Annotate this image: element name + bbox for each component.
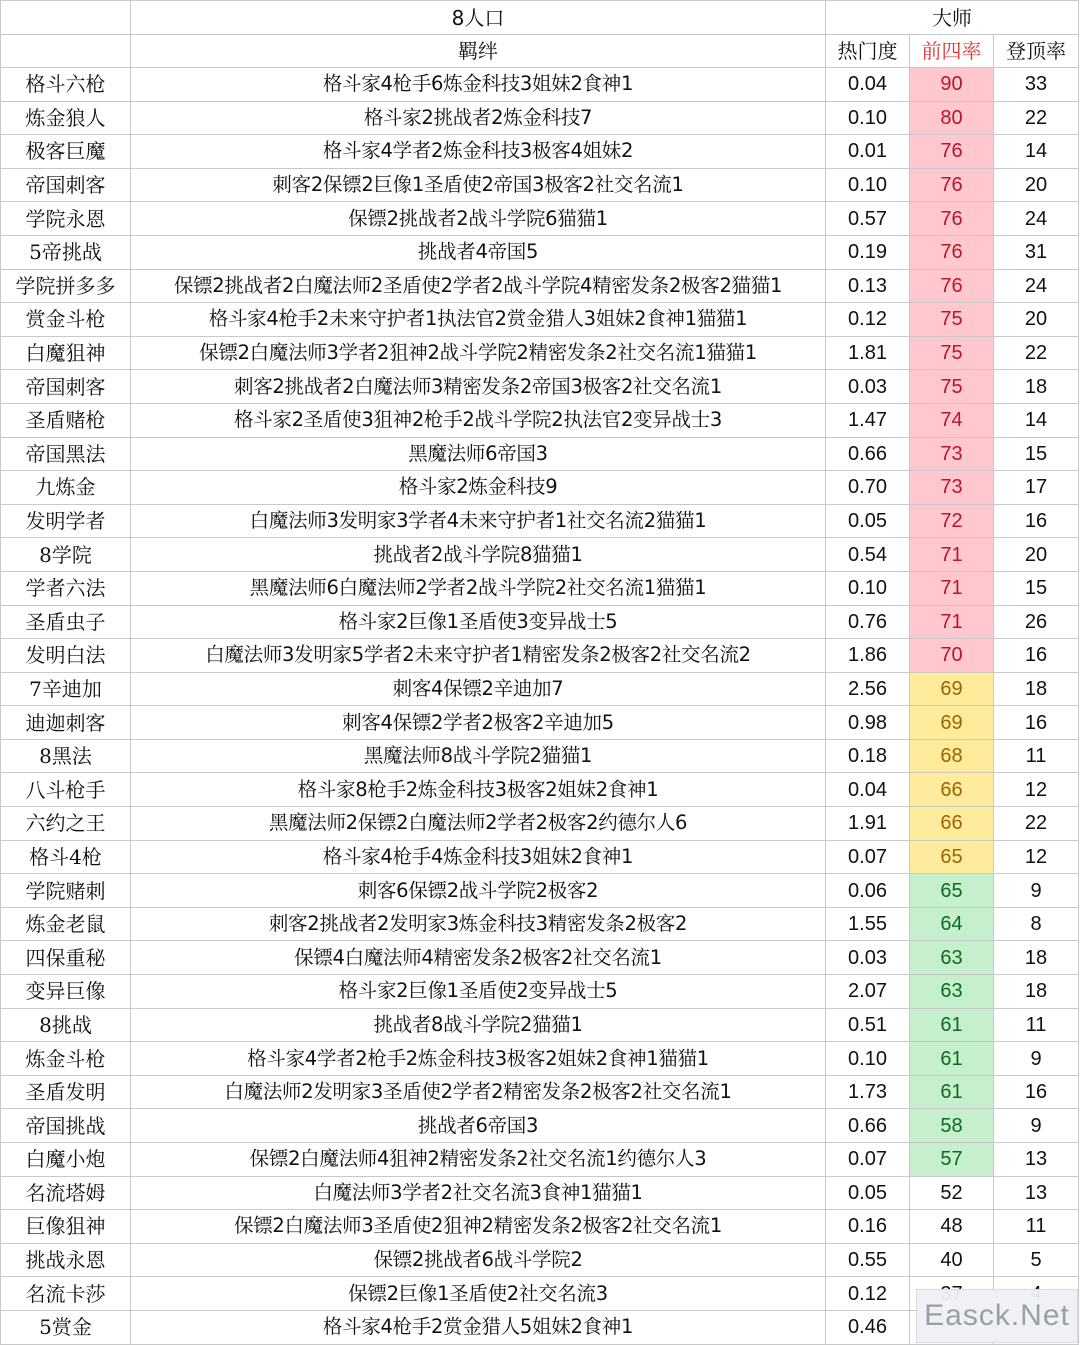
popularity-value: 0.05 [826, 504, 910, 538]
win-rate-value: 11 [994, 1008, 1079, 1042]
top4-rate-value: 58 [910, 1109, 994, 1143]
table-row [1, 1243, 1079, 1277]
win-rate-value: 16 [994, 1075, 1079, 1109]
win-rate-value: 16 [994, 504, 1079, 538]
popularity-value: 0.07 [826, 840, 910, 874]
popularity-value: 0.06 [826, 874, 910, 908]
comp-traits: 刺客4保镖2辛迪加7 [131, 672, 826, 706]
top4-rate-value: 66 [910, 773, 994, 807]
top4-rate-value: 70 [910, 639, 994, 673]
comp-traits: 格斗家2圣盾使3狙神2枪手2战斗学院2执法官2变异战士3 [131, 403, 826, 437]
top4-rate-value: 76 [910, 202, 994, 236]
comp-traits: 保镖2挑战者6战斗学院2 [131, 1243, 826, 1277]
comp-traits: 刺客2保镖2巨像1圣盾使2帝国3极客2社交名流1 [131, 168, 826, 202]
popularity-value: 0.98 [826, 706, 910, 740]
table-row [1, 672, 1079, 706]
top4-rate-value: 65 [910, 840, 994, 874]
win-rate-value: 26 [994, 605, 1079, 639]
comp-name: 圣盾赌枪 [1, 403, 131, 437]
top4-rate-value: 64 [910, 907, 994, 941]
comp-name: 8黑法 [1, 739, 131, 773]
win-rate-value: 31 [994, 235, 1079, 269]
comp-traits: 格斗家2炼金科技9 [131, 471, 826, 505]
popularity-value: 0.66 [826, 437, 910, 471]
comp-name: 学院拼多多 [1, 269, 131, 303]
watermark-logo [916, 1289, 1078, 1343]
top4-rate-value: 74 [910, 403, 994, 437]
comp-name: 圣盾发明 [1, 1075, 131, 1109]
popularity-value: 0.12 [826, 303, 910, 337]
comp-traits: 刺客2挑战者2发明家3炼金科技3精密发条2极客2 [131, 907, 826, 941]
win-rate-value: 18 [994, 672, 1079, 706]
top4-rate-value: 63 [910, 975, 994, 1009]
popularity-value: 2.07 [826, 975, 910, 1009]
win-rate-value: 11 [994, 1210, 1079, 1244]
comp-name: 变异巨像 [1, 975, 131, 1009]
popularity-value: 1.86 [826, 639, 910, 673]
top4-rate-value: 76 [910, 168, 994, 202]
table-row [1, 1210, 1079, 1244]
comp-traits: 格斗家2挑战者2炼金科技7 [131, 101, 826, 135]
comp-name: 挑战永恩 [1, 1243, 131, 1277]
table-row [1, 370, 1079, 404]
popularity-value: 0.46 [826, 1310, 910, 1344]
top4-rate-value: 63 [910, 941, 994, 975]
win-rate-value: 15 [994, 437, 1079, 471]
popularity-value: 0.10 [826, 571, 910, 605]
table-row [1, 739, 1079, 773]
comp-name: 帝国刺客 [1, 370, 131, 404]
win-rate-value: 20 [994, 303, 1079, 337]
table-row [1, 941, 1079, 975]
win-rate-value: 16 [994, 639, 1079, 673]
popularity-value: 0.03 [826, 370, 910, 404]
popularity-value: 0.13 [826, 269, 910, 303]
comp-traits: 保镖4白魔法师4精密发条2极客2社交名流1 [131, 941, 826, 975]
popularity-value: 0.55 [826, 1243, 910, 1277]
table-row [1, 874, 1079, 908]
win-rate-value: 24 [994, 269, 1079, 303]
header-rank-group: 大师 [826, 1, 1079, 35]
top4-rate-value: 48 [910, 1210, 994, 1244]
top4-rate-value: 61 [910, 1075, 994, 1109]
comp-name: 白魔小炮 [1, 1143, 131, 1177]
comp-name: 帝国刺客 [1, 168, 131, 202]
comp-name: 巨像狙神 [1, 1210, 131, 1244]
comp-traits: 黑魔法师8战斗学院2猫猫1 [131, 739, 826, 773]
comp-traits: 刺客6保镖2战斗学院2极客2 [131, 874, 826, 908]
comp-traits: 刺客4保镖2学者2极客2辛迪加5 [131, 706, 826, 740]
table-row [1, 303, 1079, 337]
comp-traits: 格斗家2巨像1圣盾使3变异战士5 [131, 605, 826, 639]
top4-rate-value: 57 [910, 1143, 994, 1177]
comp-traits: 挑战者8战斗学院2猫猫1 [131, 1008, 826, 1042]
win-rate-value: 18 [994, 941, 1079, 975]
top4-rate-value: 69 [910, 706, 994, 740]
comp-name: 5帝挑战 [1, 235, 131, 269]
popularity-value: 0.04 [826, 68, 910, 102]
table-row [1, 403, 1079, 437]
table-row [1, 538, 1079, 572]
win-rate-value: 13 [994, 1143, 1079, 1177]
win-rate-value: 12 [994, 840, 1079, 874]
comp-name: 学院赌刺 [1, 874, 131, 908]
comp-name: 名流塔姆 [1, 1176, 131, 1210]
top4-rate-value: 61 [910, 1042, 994, 1076]
table-row [1, 975, 1079, 1009]
top4-rate-value: 71 [910, 605, 994, 639]
header-combo: 羁绊 [131, 35, 826, 68]
popularity-value: 0.05 [826, 1176, 910, 1210]
win-rate-value: 33 [994, 68, 1079, 102]
popularity-value: 1.73 [826, 1075, 910, 1109]
comp-name: 格斗六枪 [1, 68, 131, 102]
top4-rate-value: 68 [910, 739, 994, 773]
comp-name: 炼金斗枪 [1, 1042, 131, 1076]
comp-traits: 格斗家2巨像1圣盾使2变异战士5 [131, 975, 826, 1009]
popularity-value: 0.19 [826, 235, 910, 269]
top4-rate-value: 65 [910, 874, 994, 908]
win-rate-value: 20 [994, 168, 1079, 202]
win-rate-value: 22 [994, 101, 1079, 135]
win-rate-value: 18 [994, 975, 1079, 1009]
table-row [1, 437, 1079, 471]
comp-name: 发明学者 [1, 504, 131, 538]
comp-traits: 格斗家4枪手2赏金猎人5姐妹2食神1 [131, 1310, 826, 1344]
win-rate-value: 9 [994, 874, 1079, 908]
table-row [1, 504, 1079, 538]
top4-rate-value: 75 [910, 370, 994, 404]
win-rate-value: 13 [994, 1176, 1079, 1210]
comp-traits: 保镖2白魔法师4狙神2精密发条2社交名流1约德尔人3 [131, 1143, 826, 1177]
table-row [1, 135, 1079, 169]
comp-name: 赏金斗枪 [1, 303, 131, 337]
top4-rate-value: 71 [910, 538, 994, 572]
table-row [1, 840, 1079, 874]
comp-traits: 格斗家4枪手6炼金科技3姐妹2食神1 [131, 68, 826, 102]
comp-traits: 保镖2挑战者2战斗学院6猫猫1 [131, 202, 826, 236]
comp-name: 九炼金 [1, 471, 131, 505]
table-row [1, 773, 1079, 807]
comp-traits: 挑战者6帝国3 [131, 1109, 826, 1143]
comp-name: 极客巨魔 [1, 135, 131, 169]
comp-traits: 格斗家4枪手2未来守护者1执法官2赏金猎人3姐妹2食神1猫猫1 [131, 303, 826, 337]
top4-rate-value: 90 [910, 68, 994, 102]
comp-name: 7辛迪加 [1, 672, 131, 706]
win-rate-value: 12 [994, 773, 1079, 807]
table-row [1, 471, 1079, 505]
popularity-value: 0.10 [826, 101, 910, 135]
comp-traits: 白魔法师3发明家5学者2未来守护者1精密发条2极客2社交名流2 [131, 639, 826, 673]
comp-traits: 白魔法师3学者2社交名流3食神1猫猫1 [131, 1176, 826, 1210]
table-row [1, 1075, 1079, 1109]
win-rate-value: 9 [994, 1042, 1079, 1076]
win-rate-value: 20 [994, 538, 1079, 572]
header-win-rate: 登顶率 [994, 35, 1079, 68]
top4-rate-value: 52 [910, 1176, 994, 1210]
popularity-value: 0.07 [826, 1143, 910, 1177]
table-row [1, 235, 1079, 269]
comp-traits: 格斗家4学者2枪手2炼金科技3极客2姐妹2食神1猫猫1 [131, 1042, 826, 1076]
comp-name: 格斗4枪 [1, 840, 131, 874]
popularity-value: 2.56 [826, 672, 910, 706]
win-rate-value: 15 [994, 571, 1079, 605]
win-rate-value: 22 [994, 807, 1079, 841]
table-row [1, 269, 1079, 303]
top4-rate-value: 73 [910, 437, 994, 471]
header-top4-rate: 前四率 [910, 35, 994, 68]
top4-rate-value: 76 [910, 269, 994, 303]
top4-rate-value: 71 [910, 571, 994, 605]
comp-name: 圣盾虫子 [1, 605, 131, 639]
top4-rate-value: 80 [910, 101, 994, 135]
comp-traits: 挑战者2战斗学院8猫猫1 [131, 538, 826, 572]
win-rate-value: 17 [994, 471, 1079, 505]
table-row [1, 68, 1079, 102]
popularity-value: 0.16 [826, 1210, 910, 1244]
comp-name: 炼金狼人 [1, 101, 131, 135]
comp-traits: 保镖2白魔法师3学者2狙神2战斗学院2精密发条2社交名流1猫猫1 [131, 336, 826, 370]
comp-name: 5赏金 [1, 1310, 131, 1344]
table-row [1, 101, 1079, 135]
header-blank-cell [1, 1, 131, 35]
comp-traits: 格斗家8枪手2炼金科技3极客2姐妹2食神1 [131, 773, 826, 807]
top4-rate-value: 75 [910, 336, 994, 370]
comp-name: 发明白法 [1, 639, 131, 673]
table-row [1, 168, 1079, 202]
popularity-value: 1.91 [826, 807, 910, 841]
comp-name: 学者六法 [1, 571, 131, 605]
win-rate-value: 8 [994, 907, 1079, 941]
comp-name: 八斗枪手 [1, 773, 131, 807]
watermark-text: Easck.Net [924, 1299, 1070, 1332]
comp-traits: 白魔法师2发明家3圣盾使2学者2精密发条2极客2社交名流1 [131, 1075, 826, 1109]
comp-traits: 黑魔法师6帝国3 [131, 437, 826, 471]
popularity-value: 1.55 [826, 907, 910, 941]
popularity-value: 0.76 [826, 605, 910, 639]
table-row [1, 706, 1079, 740]
table-row [1, 571, 1079, 605]
comp-name: 帝国挑战 [1, 1109, 131, 1143]
table-row [1, 202, 1079, 236]
top4-rate-value: 75 [910, 303, 994, 337]
comp-name: 六约之王 [1, 807, 131, 841]
comp-name: 迪迦刺客 [1, 706, 131, 740]
top4-rate-value: 76 [910, 135, 994, 169]
win-rate-value: 14 [994, 403, 1079, 437]
comp-traits: 格斗家4学者2炼金科技3极客4姐妹2 [131, 135, 826, 169]
popularity-value: 0.03 [826, 941, 910, 975]
popularity-value: 0.66 [826, 1109, 910, 1143]
top4-rate-value: 73 [910, 471, 994, 505]
popularity-value: 0.10 [826, 1042, 910, 1076]
popularity-value: 0.01 [826, 135, 910, 169]
popularity-value: 0.10 [826, 168, 910, 202]
table-row [1, 807, 1079, 841]
comp-traits: 保镖2巨像1圣盾使2社交名流3 [131, 1277, 826, 1311]
table-row [1, 605, 1079, 639]
top4-rate-value: 76 [910, 235, 994, 269]
win-rate-value: 11 [994, 739, 1079, 773]
header-name-blank [1, 35, 131, 68]
top4-rate-value: 66 [910, 807, 994, 841]
win-rate-value: 14 [994, 135, 1079, 169]
popularity-value: 0.70 [826, 471, 910, 505]
table-row [1, 1176, 1079, 1210]
top4-rate-value: 61 [910, 1008, 994, 1042]
comp-name: 学院永恩 [1, 202, 131, 236]
win-rate-value: 22 [994, 336, 1079, 370]
comp-name: 8学院 [1, 538, 131, 572]
comp-traits: 刺客2挑战者2白魔法师3精密发条2帝国3极客2社交名流1 [131, 370, 826, 404]
popularity-value: 1.47 [826, 403, 910, 437]
comp-name: 炼金老鼠 [1, 907, 131, 941]
comp-name: 8挑战 [1, 1008, 131, 1042]
table-row [1, 1042, 1079, 1076]
table-row [1, 907, 1079, 941]
popularity-value: 1.81 [826, 336, 910, 370]
win-rate-value: 9 [994, 1109, 1079, 1143]
top4-rate-value: 72 [910, 504, 994, 538]
win-rate-value: 5 [994, 1243, 1079, 1277]
table-row [1, 639, 1079, 673]
popularity-value: 0.18 [826, 739, 910, 773]
header-popularity: 热门度 [826, 35, 910, 68]
popularity-value: 0.57 [826, 202, 910, 236]
popularity-value: 0.51 [826, 1008, 910, 1042]
group-header-row [1, 1, 1079, 35]
top4-rate-value: 40 [910, 1243, 994, 1277]
popularity-value: 0.12 [826, 1277, 910, 1311]
top4-rate-value: 69 [910, 672, 994, 706]
comp-name: 名流卡莎 [1, 1277, 131, 1311]
comp-traits: 保镖2挑战者2白魔法师2圣盾使2学者2战斗学院4精密发条2极客2猫猫1 [131, 269, 826, 303]
comp-traits: 黑魔法师2保镖2白魔法师2学者2极客2约德尔人6 [131, 807, 826, 841]
table-row [1, 1008, 1079, 1042]
win-rate-value: 16 [994, 706, 1079, 740]
table-row [1, 1109, 1079, 1143]
comp-traits: 保镖2白魔法师3圣盾使2狙神2精密发条2极客2社交名流1 [131, 1210, 826, 1244]
comp-traits: 挑战者4帝国5 [131, 235, 826, 269]
comp-traits: 白魔法师3发明家3学者4未来守护者1社交名流2猫猫1 [131, 504, 826, 538]
popularity-value: 0.54 [826, 538, 910, 572]
win-rate-value: 18 [994, 370, 1079, 404]
table-row [1, 336, 1079, 370]
comp-name: 白魔狙神 [1, 336, 131, 370]
table-row [1, 1143, 1079, 1177]
column-header-row [1, 35, 1079, 68]
comp-name: 四保重秘 [1, 941, 131, 975]
win-rate-value: 24 [994, 202, 1079, 236]
header-population-group: 8人口 [131, 1, 826, 35]
popularity-value: 0.04 [826, 773, 910, 807]
comp-traits: 黑魔法师6白魔法师2学者2战斗学院2社交名流1猫猫1 [131, 571, 826, 605]
comp-name: 帝国黑法 [1, 437, 131, 471]
comp-traits: 格斗家4枪手4炼金科技3姐妹2食神1 [131, 840, 826, 874]
